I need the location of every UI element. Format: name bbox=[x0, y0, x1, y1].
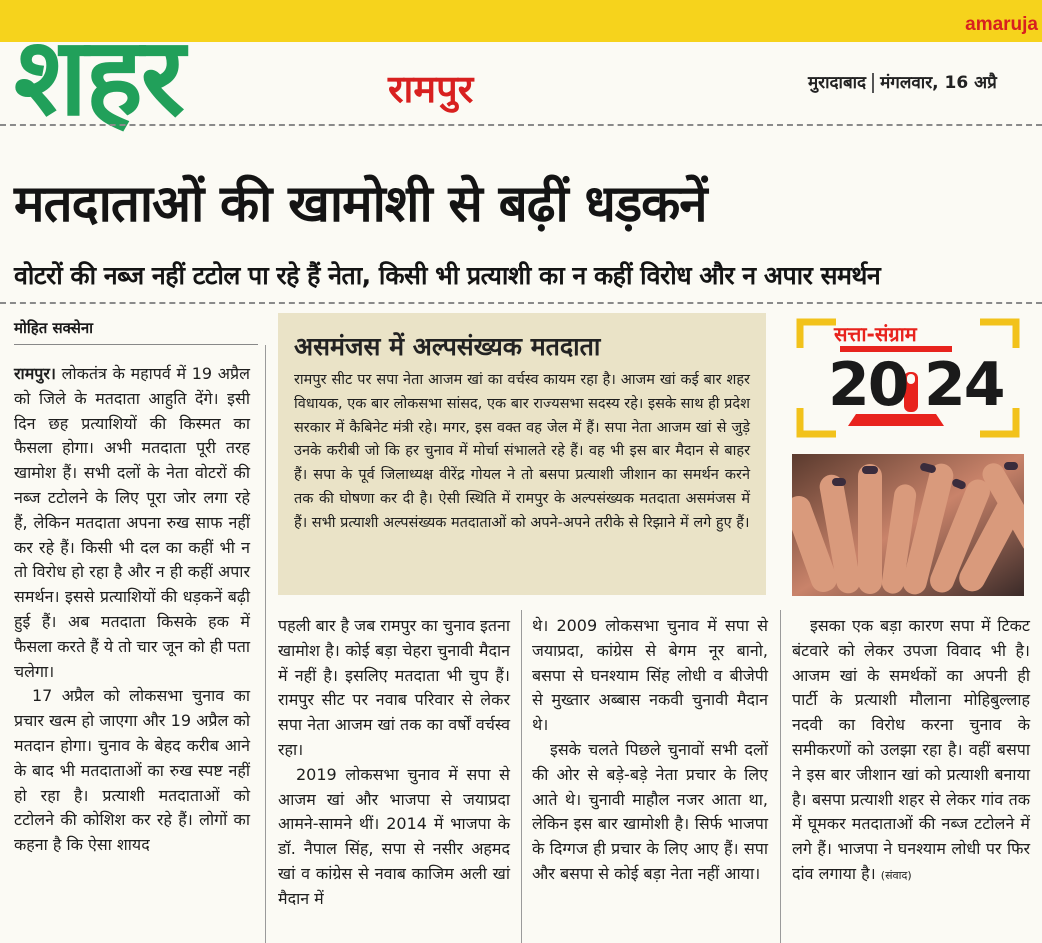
sidebar-box bbox=[278, 313, 766, 595]
city-label: रामपुर bbox=[388, 67, 474, 111]
article-column-2 bbox=[278, 614, 510, 912]
dateline-divider bbox=[872, 73, 874, 93]
satta-sangram-2024-logo bbox=[796, 318, 1020, 438]
paragraph: 17 अप्रैल को लोकसभा चुनाव का प्रचार खत्म हो जाएगा और 19 अप्रैल को मतदान होगा। चुनाव के बेहद करीब आने के बाद भी मतदाताओं का रुख स्पष्ट नहीं हो रहा है। प्रत्याशी मतदाताओं को टटोलने की कोशिश कर रहे हैं। लोगों का कहना है कि ऐसा शायद bbox=[14, 686, 250, 855]
column-rule bbox=[265, 345, 266, 943]
voters-fingers-photo bbox=[792, 454, 1024, 596]
column-rule bbox=[521, 610, 522, 943]
paragraph: थे। 2009 लोकसभा चुनाव में सपा से जयाप्रदा, कांग्रेस से बेगम नूर बानो, बसपा से घनश्याम सिंह लोधी व बीजेपी से मुख्तार अब्बास नकवी चुनावी मैदान थे। bbox=[532, 616, 768, 735]
logo-year-right: 24 bbox=[924, 350, 1004, 420]
box-title: असमंजस में अल्पसंख्यक मतदाता bbox=[294, 332, 601, 361]
masthead-divider bbox=[0, 124, 1042, 126]
column-rule bbox=[780, 610, 781, 943]
article-column-4 bbox=[792, 614, 1030, 889]
paragraph-text: इसका एक बड़ा कारण सपा में टिकट बंटवारे को लेकर उपजा विवाद भी है। आजम खां के समर्थकों का अपनी ही पार्टी के प्रत्याशी मौलाना मोहिबुल्लाह नदवी का विरोध करना चुनाव के समीकरणों को उलझा रहा है। वहीं बसपा ने इस बार जीशान खां को प्रत्याशी बनाया है। बसपा प्रत्याशी शहर से लेकर गांव तक में घूमकर मतदाताओं की नब्ज टटोलने में लगे हैं। भाजपा ने घनश्याम लोधी पर फिर दांव लगाया है। bbox=[792, 616, 1030, 883]
dateline-date: मंगलवार, 16 अप्रै bbox=[880, 73, 997, 93]
paragraph bbox=[792, 614, 1030, 889]
byline: मोहित सक्सेना bbox=[14, 319, 94, 337]
paragraph: इसके चलते पिछले चुनावों सभी दलों की ओर से बड़े-बड़े नेता प्रचार के लिए आते थे। चुनावी माहौल नजर आता था, लेकिन इस बार खामोशी है। सिर्फ भाजपा के दिग्गज ही प्रचार के लिए आए हैं। सपा और बसपा से कोई बड़ा नेता नहीं आया। bbox=[532, 739, 768, 883]
dateline-lead: रामपुर। bbox=[14, 364, 56, 383]
logo-year-left: 20 bbox=[828, 350, 908, 420]
article-column-1 bbox=[14, 362, 250, 858]
credit: (संवाद) bbox=[880, 868, 912, 882]
paragraph-text: लोकतंत्र के महापर्व में 19 अप्रैल को जिले के मतदाता आहुति देंगे। इसी दिन छह प्रत्याशियों की किस्मत का फैसला होगा। अभी मतदाता पूरी तरह खामोश हैं। सभी दलों के नेता वोटरों की नब्ज टटोलने के लिए पूरा जोर लगा रहे हैं, लेकिन मतदाता अपना रुख साफ नहीं कर रहे हैं। किसी भी दल का कहीं भी न तो विरोध हो रहा है और न ही कहीं अपार समर्थन। इससे प्रत्याशियों की धड़कनें बढ़ी हुई हैं। अब मतदाता किसके हक में फैसला करते हैं ये तो चार जून को ही पता चलेगा। bbox=[14, 364, 250, 681]
byline-rule bbox=[14, 344, 258, 345]
dateline bbox=[808, 70, 997, 93]
logo-caption: सत्ता-संग्राम bbox=[834, 322, 917, 346]
subheadline: वोटरों की नब्ज नहीं टटोल पा रहे हैं नेता, किसी भी प्रत्याशी का न कहीं विरोध और न अपार समर्थन bbox=[14, 261, 881, 290]
paragraph: 2019 लोकसभा चुनाव में सपा से आजम खां और भाजपा से जयाप्रदा आमने-सामने थीं। 2014 में भाजपा के डॉ. नैपाल सिंह, सपा से नसीर अहमद खां व कांग्रेस से नवाब काजिम अली खां मैदान में bbox=[278, 764, 510, 908]
paragraph: पहली बार है जब रामपुर का चुनाव इतना खामोश है। कोई बड़ा चेहरा चुनावी मैदान में नहीं है। इसलिए मतदाता भी चुप हैं। रामपुर सीट पर नवाब परिवार से लेकर सपा नेता आजम खां तक का वर्षों वर्चस्व रहा। bbox=[278, 616, 510, 759]
dateline-place: मुरादाबाद bbox=[808, 73, 867, 93]
article-column-3 bbox=[532, 614, 768, 887]
box-text: रामपुर सीट पर सपा नेता आजम खां का वर्चस्व कायम रहा है। आजम खां कई बार शहर विधायक, एक बार लोकसभा सांसद, एक बार राज्यसभा सदस्य रहे। इसके साथ ही प्रदेश सरकार में कैबिनेट मंत्री रहे। मगर, इस वक्त वह जेल में हैं। सपा नेता आजम खां से जुड़े उनके करीबी जो कि हर चुनाव में मोर्चा संभालते रहे हैं। वह भी इस बार मैदान से बाहर हैं। सपा के पूर्व जिलाध्यक्ष वीरेंद्र गोयल ने तो बसपा प्रत्याशी जीशान का समर्थन करने तक की घोषणा कर दी है। ऐसी स्थिति में रामपुर के अल्पसंख्यक मतदाता असमंजस में हैं। सभी प्रत्याशी अल्पसंख्यक मतदाताओं को अपने-अपने तरीके से रिझाने में लगे हुए हैं। bbox=[294, 372, 750, 531]
paragraph bbox=[14, 362, 250, 684]
headline: मतदाताओं की खामोशी से बढ़ीं धड़कनें bbox=[14, 175, 707, 234]
brand-logo-text: amaruja bbox=[965, 14, 1038, 35]
subhead-divider bbox=[0, 302, 1042, 304]
section-title: शहर bbox=[14, 15, 183, 140]
